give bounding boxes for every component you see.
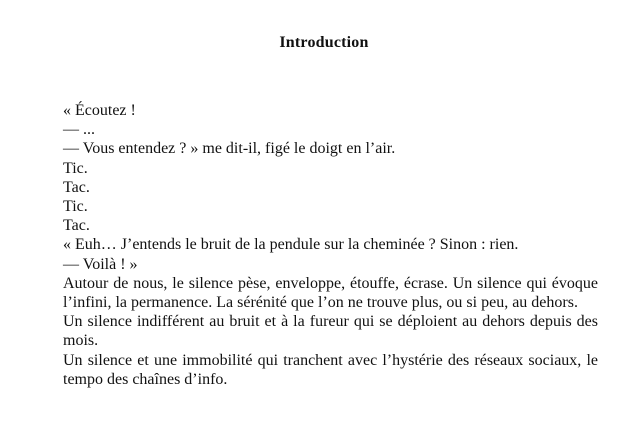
dialogue-line: Tac. bbox=[63, 217, 90, 235]
dialogue-line: Tac. bbox=[63, 178, 90, 196]
paragraph: Un silence indifférent au bruit et à la fureur qui se déploient au dehors depuis des mois. bbox=[63, 313, 598, 350]
dialogue-line: « Écoutez ! bbox=[63, 102, 136, 119]
body-text bbox=[63, 101, 598, 389]
dialogue-line: Tic. bbox=[63, 198, 88, 216]
paragraph: Autour de nous, le silence pèse, enveloppe, étouffe, écrase. Un silence qui évoque l’infini, la permanence. La sérénité que l’on ne trouve plus, ou si peu, au dehors. bbox=[63, 274, 598, 312]
chapter-title: Introduction bbox=[279, 34, 369, 51]
paragraph: « Euh… J’entends le bruit de la pendule sur la cheminée ? Sinon : rien. bbox=[63, 236, 519, 254]
dialogue-line: — ... bbox=[63, 121, 95, 139]
dialogue-line: Tic. bbox=[63, 159, 88, 177]
paragraph: Un silence et une immobilité qui tranchent avec l’hystérie des réseaux sociaux, le tempo des chaînes d’info. bbox=[63, 351, 598, 388]
paragraph: — Voilà ! » bbox=[63, 255, 138, 273]
dialogue-line: — Vous entendez ? » me dit-il, figé le doigt en l’air. bbox=[63, 140, 396, 158]
